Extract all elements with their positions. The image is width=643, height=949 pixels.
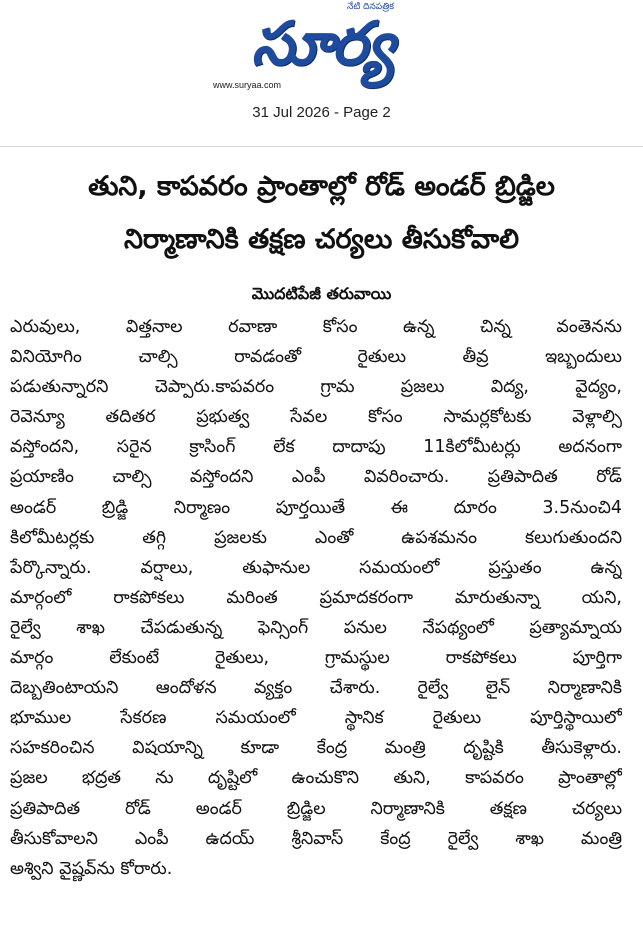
article-line: అండర్ బ్రిడ్జి నిర్మాణం పూర్తయితే ఈ దూరం 3.5నుంచి4	[10, 497, 622, 518]
article-body	[10, 312, 622, 884]
article-line: ప్రతిపాదిత రోడ్ అండర్ బ్రిడ్జిల నిర్మాణానికి తక్షణ చర్యలు	[10, 798, 622, 819]
article-line: అశ్విని వైష్ణవ్‌ను కోరారు.	[10, 858, 173, 879]
article-line: భూముల సేకరణ సమయంలో స్థానిక రైతులు పూర్తిస్థాయిలో	[10, 708, 622, 729]
edition-date-page: 31 Jul 2026 - Page 2	[252, 104, 391, 121]
logo-url: www.suryaa.com	[213, 80, 282, 90]
article-line: వస్తోందని, సరైన క్రాసింగ్ లేక దాదాపు 11కిలోమీటర్లు అదనంగా	[10, 437, 622, 458]
newspaper-logo	[207, 0, 437, 100]
continuation-subhead: మొదటిపేజీ తరువాయి	[251, 284, 392, 303]
article-line: తీసుకోవాలని ఎంపీ ఉదయ్ శ్రీనివాస్ కేంద్ర రైల్వే శాఖ మంత్రి	[10, 828, 622, 849]
masthead-divider	[0, 146, 643, 147]
article-line: రైల్వే శాఖ చేపడుతున్న ఫెన్సింగ్ పనుల నేపథ్యంలో ప్రత్యామ్నాయ	[10, 617, 622, 638]
article-line: ప్రయాణిం చాల్సి వస్తోందని ఎంపీ వివరించారు. ప్రతిపాదిత రోడ్	[10, 467, 622, 488]
article-line: రెవెన్యూ తదితర ప్రభుత్వ సేవల కోసం సామర్లకోటకు వెళ్లాల్సి	[10, 407, 622, 428]
article-line: కిలోమీటర్లకు తగ్గి ప్రజలకు ఎంతో ఉపశమనం కలుగుతుందని	[10, 527, 622, 548]
headline-line-1: తుని, కాపవరం ప్రాంతాల్లో రోడ్ అండర్ బ్రిడ్జిల	[88, 171, 555, 202]
headline-line-2: నిర్మాణానికి తక్షణ చర్యలు తీసుకోవాలి	[123, 224, 520, 255]
article-line: పడుతున్నారని చెప్పారు.కాపవరం గ్రామ ప్రజలు విద్య, వైద్యం,	[10, 377, 622, 398]
article-line: మార్గం లేకుంటే రైతులు, గ్రామస్థుల రాకపోకలు పూర్తిగా	[10, 648, 622, 669]
logo-tagline: నేటి దినపత్రిక	[347, 2, 394, 12]
article-line: వినియోగిం చాల్సి రావడంతో రైతులు తీవ్ర ఇబ్బందులు	[10, 347, 622, 368]
article-line: సహకరించిన విషయాన్ని కూడా కేంద్ర మంత్రి దృష్టికి తీసుకెళ్లారు.	[10, 738, 622, 759]
article-line: మార్గంలో రాకపోకలు మరింత ప్రమాదకరంగా మారుతున్నా యని,	[10, 587, 622, 608]
masthead	[0, 0, 643, 140]
article-line: దెబ్బతింటాయని ఆందోళన వ్యక్తం చేశారు. రైల్వే లైన్ నిర్మాణానికి	[10, 678, 622, 699]
logo-wordmark: సూర్య	[251, 9, 393, 79]
article-line: ప్రజల భద్రత ను దృష్టిలో ఉంచుకొని తుని, కాపవరం ప్రాంతాల్లో	[10, 768, 622, 789]
article-headline	[10, 160, 633, 266]
article-line: ఎరువులు, విత్తనాల రవాణా కోసం ఉన్న చిన్న వంతెనను	[10, 317, 622, 337]
article-line: పేర్కొన్నారు. వర్షాలు, తుఫానుల సమయంలో ప్రస్తుతం ఉన్న	[10, 557, 622, 578]
